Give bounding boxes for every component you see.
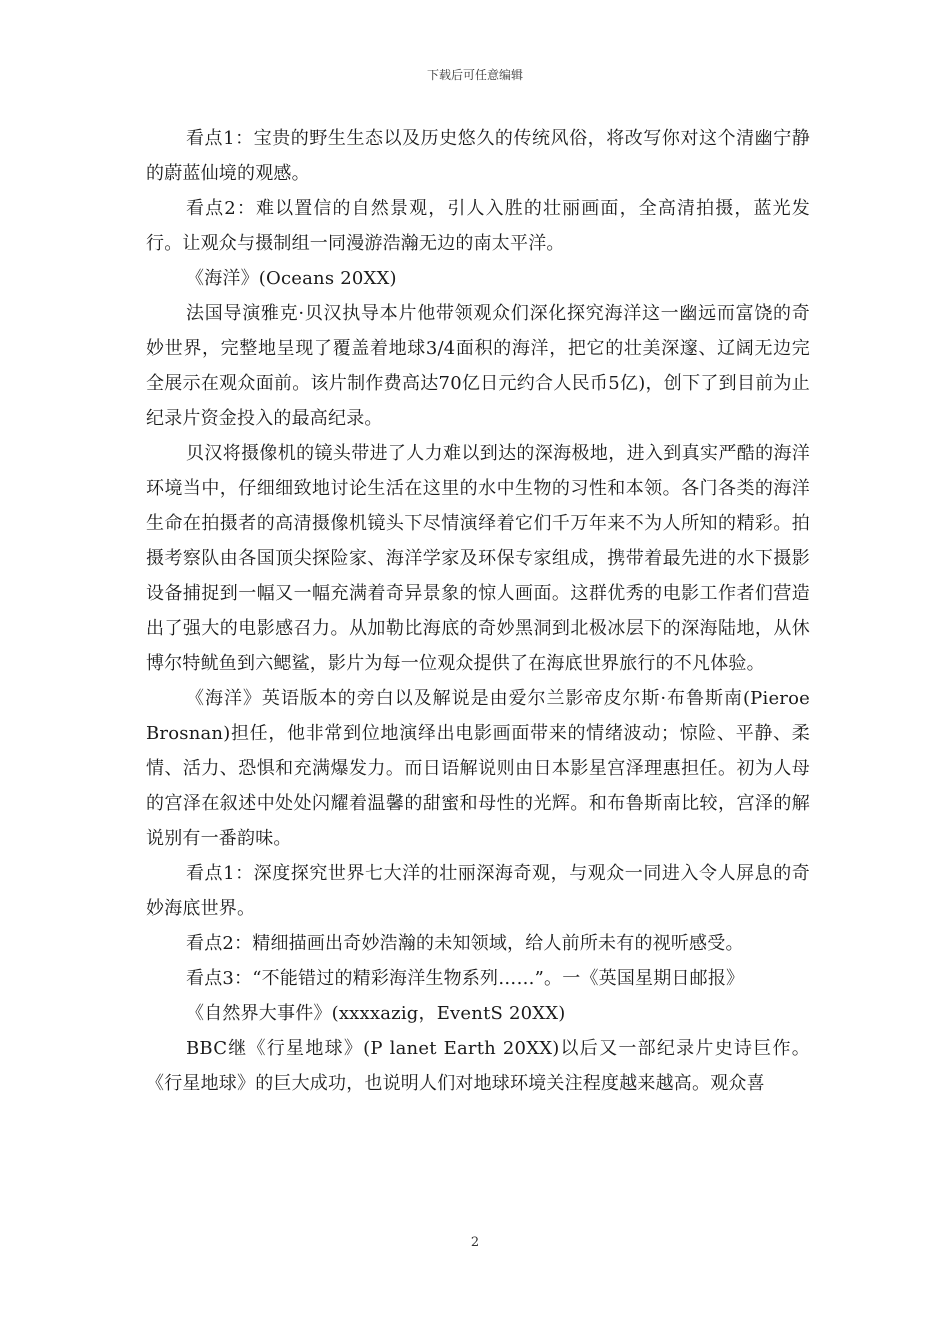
paragraph-oceans-narration: 《海洋》英语版本的旁白以及解说是由爱尔兰影帝皮尔斯·布鲁斯南(Pieroe Brosnan)担任，他非常到位地演绎出电影画面带来的情绪波动；惊险、平静、柔情、活力、恐惧和充满爆发力。而日语解说则由日本影星宫泽理惠担任。初为人母的宫泽在叙述中处处闪耀着温馨的甜蜜和母性的光辉。和布鲁斯南比较，宫泽的解说别有一番韵味。 [146,688,810,849]
paragraph-oceans-filming: 贝汉将摄像机的镜头带进了人力难以到达的深海极地，进入到真实严酷的海洋环境当中，仔细细致地讨论生活在这里的水中生物的习性和本领。各门各类的海洋生命在拍摄者的高清摄像机镜头下尽情演绎着它们千万年来不为人所知的精彩。拍摄考察队由各国顶尖探险家、海洋学家及环保专家组成，携带着最先进的水下摄影设备捕捉到一幅又一幅充满着奇异景象的惊人画面。这群优秀的电影工作者们营造出了强大的电影感召力。从加勒比海底的奇妙黑洞到北极冰层下的深海陆地，从休博尔特鱿鱼到六鳃鲨，影片为每一位观众提供了在海底世界旅行的不凡体验。 [146,443,810,674]
page-header: 下载后可任意编辑 [426,68,523,82]
paragraph-nature-events-title: 《自然界大事件》(xxxxazig，EventS 20XX) [186,1003,566,1024]
paragraph-oceans-title: 《海洋》(Oceans 20XX) [186,268,397,289]
paragraph-oceans-intro: 法国导演雅克·贝汉执导本片他带领观众们深化探究海洋这一幽远而富饶的奇妙世界，完整地呈现了覆盖着地球3/4面积的海洋，把它的壮美深邃、辽阔无边完全展示在观众面前。该片制作费高达70亿日元约合人民币5亿)，创下了到目前为止纪录片资金投入的最高纪录。 [146,303,810,429]
paragraph-oceans-highlight-2: 看点2：精细描画出奇妙浩瀚的未知领域，给人前所未有的视听感受。 [186,933,744,954]
paragraph-oceans-highlight-1: 看点1：深度探究世界七大洋的壮丽深海奇观，与观众一同进入令人屏息的奇妙海底世界。 [146,863,810,919]
page-number: 2 [470,1235,480,1250]
paragraph-oceans-highlight-3: 看点3：“不能错过的精彩海洋生物系列……”。一《英国星期日邮报》 [186,968,745,989]
paragraph-highlight-2: 看点2：难以置信的自然景观，引人入胜的壮丽画面，全高清拍摄，蓝光发行。让观众与摄制组一同漫游浩瀚无边的南太平洋。 [146,198,810,254]
paragraph-highlight-1: 看点1：宝贵的野生生态以及历史悠久的传统风俗，将改写你对这个清幽宁静的蔚蓝仙境的观感。 [146,128,810,184]
document-body [146,121,810,1101]
paragraph-nature-events-intro: BBC继《行星地球》(P lanet Earth 20XX)以后又一部纪录片史诗巨作。《行星地球》的巨大成功，也说明人们对地球环境关注程度越来越高。观众喜 [146,1038,810,1094]
